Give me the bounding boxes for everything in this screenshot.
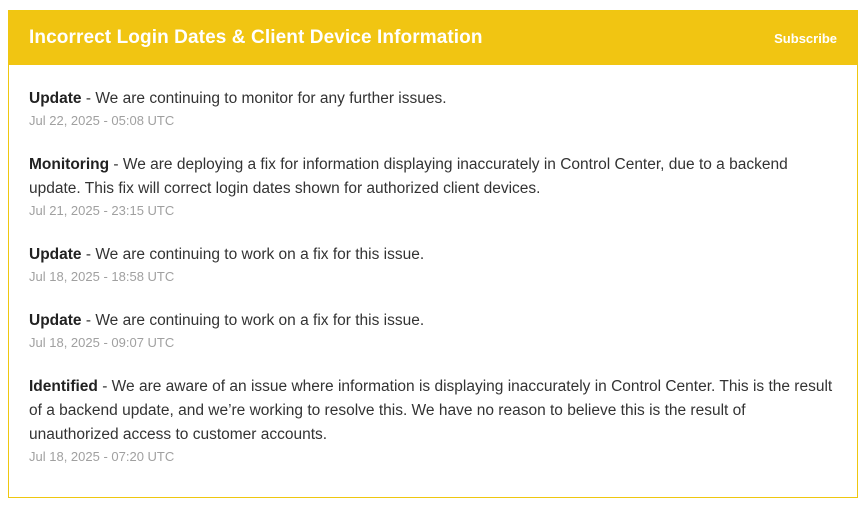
update-timestamp: Jul 18, 2025 - 09:07 UTC	[29, 335, 175, 350]
update-separator: -	[81, 246, 96, 263]
update-separator: -	[81, 90, 96, 107]
incident-title: Incorrect Login Dates & Client Device Information	[29, 27, 483, 48]
incident-card	[8, 10, 858, 498]
update-separator: -	[81, 312, 96, 329]
update-entry	[29, 309, 837, 352]
update-message: We are aware of an issue where information is displaying inaccurately in Control Center. This is the result of a backend update, and we’re working to resolve this. We have no reason to believe this is the result of unauthorized access to customer accounts.	[29, 378, 833, 443]
update-timestamp: Jul 22, 2025 - 05:08 UTC	[29, 113, 175, 128]
incident-header	[9, 11, 857, 65]
update-timestamp: Jul 18, 2025 - 18:58 UTC	[29, 269, 175, 284]
update-message: We are deploying a fix for information displaying inaccurately in Control Center, due to a backend update. This fix will correct login dates shown for authorized client devices.	[29, 156, 788, 197]
update-separator: -	[97, 378, 112, 395]
update-text	[29, 87, 837, 111]
update-separator: -	[109, 156, 123, 173]
update-status: Update	[29, 246, 82, 263]
update-text	[29, 153, 837, 201]
update-message: We are continuing to monitor for any further issues.	[95, 90, 447, 107]
update-status: Update	[29, 90, 82, 107]
update-text	[29, 243, 837, 267]
update-timestamp: Jul 21, 2025 - 23:15 UTC	[29, 203, 175, 218]
update-timestamp: Jul 18, 2025 - 07:20 UTC	[29, 449, 175, 464]
update-entry	[29, 153, 837, 220]
update-status: Identified	[29, 378, 98, 395]
update-message: We are continuing to work on a fix for this issue.	[95, 312, 425, 329]
update-entry	[29, 375, 837, 466]
update-entry	[29, 243, 837, 286]
update-text	[29, 375, 837, 447]
update-text	[29, 309, 837, 333]
update-entry	[29, 87, 837, 130]
subscribe-button[interactable]: Subscribe	[774, 30, 837, 46]
updates-list	[9, 65, 857, 466]
update-status: Monitoring	[29, 156, 110, 173]
update-status: Update	[29, 312, 82, 329]
update-message: We are continuing to work on a fix for this issue.	[95, 246, 425, 263]
